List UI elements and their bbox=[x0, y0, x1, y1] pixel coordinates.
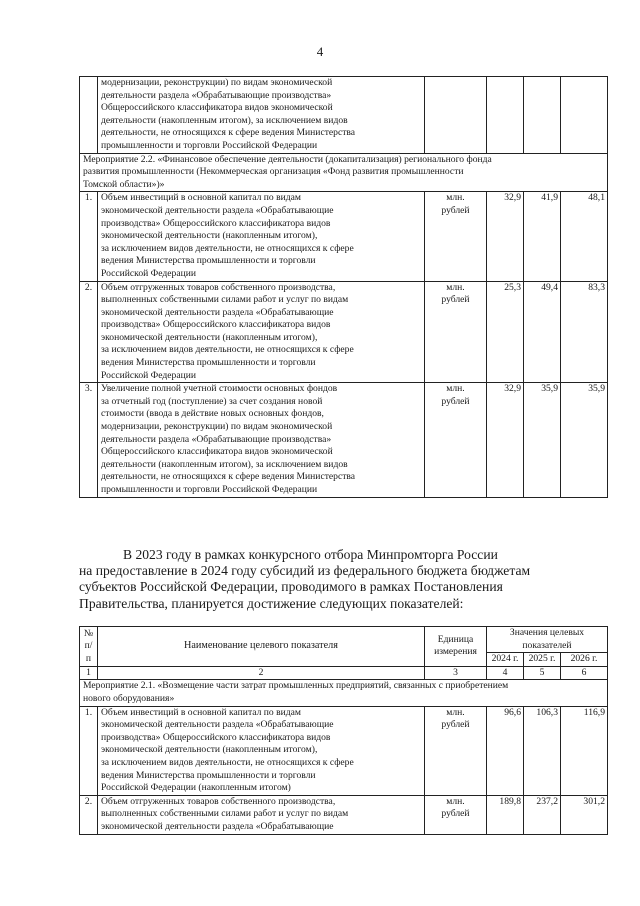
table-row bbox=[80, 192, 608, 281]
header-year-2025: 2025 г. bbox=[524, 653, 561, 667]
unit-cell: млн. рублей bbox=[425, 706, 487, 795]
row-number: 3. bbox=[80, 383, 98, 497]
value-2026: 301,2 bbox=[561, 795, 608, 834]
value-2024: 25,3 bbox=[487, 281, 524, 383]
table-row bbox=[80, 77, 608, 154]
unit-cell: млн. рублей bbox=[425, 383, 487, 497]
row-number: 2. bbox=[80, 795, 98, 834]
value-2026: 35,9 bbox=[561, 383, 608, 497]
value-2025-cell bbox=[524, 77, 561, 154]
measure-title: Мероприятие 2.2. «Финансовое обеспечение деятельности (докапитализация) регионального фонда развития промышленности (Некоммерческая организация «Фонд развития промышленности Томской области»)» bbox=[80, 153, 608, 192]
indicator-name-cell: Объем отгруженных товаров собственного производства, выполненных собственными силами работ и услуг по видам экономической деятельности раздела «Обрабатывающие производства» Общероссийского классификатора видов экономической деятельности (накопленным итогом), за исключением видов деятельности, не относящихся к сфере ведения Министерства промышленности и торговли Российской Федерации bbox=[98, 281, 425, 383]
column-index: 2 bbox=[98, 666, 425, 680]
unit-cell: млн. рублей bbox=[425, 795, 487, 834]
row-number: 1. bbox=[80, 706, 98, 795]
value-2024: 32,9 bbox=[487, 192, 524, 281]
table-row bbox=[80, 281, 608, 383]
table-row bbox=[80, 795, 608, 834]
table-row bbox=[80, 706, 608, 795]
indicator-name-cell: Объем отгруженных товаров собственного производства, выполненных собственными силами работ и услуг по видам экономической деятельности раздела «Обрабатывающие bbox=[98, 795, 425, 834]
value-2025: 106,3 bbox=[524, 706, 561, 795]
column-index: 1 bbox=[80, 666, 98, 680]
value-2025: 35,9 bbox=[524, 383, 561, 497]
measure-title: Мероприятие 2.1. «Возмещение части затрат промышленных предприятий, связанных с приобретением нового оборудования» bbox=[80, 680, 608, 706]
indicators-table-continued bbox=[79, 76, 608, 498]
measure-row bbox=[80, 153, 608, 192]
value-2025: 41,9 bbox=[524, 192, 561, 281]
table-row bbox=[80, 383, 608, 497]
page-number: 4 bbox=[316, 44, 324, 59]
column-index-row bbox=[80, 666, 608, 680]
value-2024: 32,9 bbox=[487, 383, 524, 497]
indicator-name-cell: Объем инвестиций в основной капитал по видам экономической деятельности раздела «Обрабатывающие производства» Общероссийского классификатора видов экономической деятельности (накопленным итогом), за исключением видов деятельности, не относящихся к сфере ведения Министерства промышленности и торговли Российской Федерации bbox=[98, 192, 425, 281]
header-unit: Единица измерения bbox=[425, 627, 487, 667]
value-2026: 83,3 bbox=[561, 281, 608, 383]
header-year-2024: 2024 г. bbox=[487, 653, 524, 667]
column-index: 5 bbox=[524, 666, 561, 680]
header-year-2026: 2026 г. bbox=[561, 653, 608, 667]
unit-cell: млн. рублей bbox=[425, 281, 487, 383]
indicator-name-cell: модернизации, реконструкции) по видам экономической деятельности раздела «Обрабатывающие производства» Общероссийского классификатора видов экономической деятельности (накопленным итогом), за исключением видов деятельности, не относящихся к сфере ведения Министерства промышленности и торговли Российской Федерации bbox=[98, 77, 425, 154]
unit-cell: млн. рублей bbox=[425, 192, 487, 281]
indicator-name-cell: Увеличение полной учетной стоимости основных фондов за отчетный год (поступление) за счет создания новой стоимости (ввода в действие новых основных фондов, модернизации, реконструкции) по видам экономической деятельности раздела «Обрабатывающие производства» Общероссийского классификатора видов экономической деятельности (накопленным итогом), за исключением видов деятельности, не относящихся к сфере ведения Министерства промышленности и торговли Российской Федерации bbox=[98, 383, 425, 497]
row-number-cell bbox=[80, 77, 98, 154]
header-indicator-name: Наименование целевого показателя bbox=[98, 627, 425, 667]
value-2024: 96,6 bbox=[487, 706, 524, 795]
measure-row bbox=[80, 680, 608, 706]
table-header-row bbox=[80, 627, 608, 653]
unit-cell bbox=[425, 77, 487, 154]
indicators-table bbox=[79, 626, 608, 835]
value-2026-cell bbox=[561, 77, 608, 154]
header-values: Значения целевых показателей bbox=[487, 627, 608, 653]
value-2025: 237,2 bbox=[524, 795, 561, 834]
column-index: 4 bbox=[487, 666, 524, 680]
row-number: 1. bbox=[80, 192, 98, 281]
value-2025: 49,4 bbox=[524, 281, 561, 383]
value-2026: 48,1 bbox=[561, 192, 608, 281]
column-index: 6 bbox=[561, 666, 608, 680]
value-2026: 116,9 bbox=[561, 706, 608, 795]
row-number: 2. bbox=[80, 281, 98, 383]
header-number: № п/п bbox=[80, 627, 98, 667]
body-paragraph: В 2023 году в рамках конкурсного отбора Минпромторга России на предоставление в 2024 году субсидий из федерального бюджета бюджетам субъектов Российской Федерации, проводимого в рамках Постановления Правительства, планируется достижение следующих показателей: bbox=[79, 547, 531, 611]
column-index: 3 bbox=[425, 666, 487, 680]
indicator-name-cell: Объем инвестиций в основной капитал по видам экономической деятельности раздела «Обрабатывающие производства» Общероссийского классификатора видов экономической деятельности (накопленным итогом), за исключением видов деятельности, не относящихся к сфере ведения Министерства промышленности и торговли Российской Федерации (накопленным итогом) bbox=[98, 706, 425, 795]
value-2024: 189,8 bbox=[487, 795, 524, 834]
value-2024-cell bbox=[487, 77, 524, 154]
